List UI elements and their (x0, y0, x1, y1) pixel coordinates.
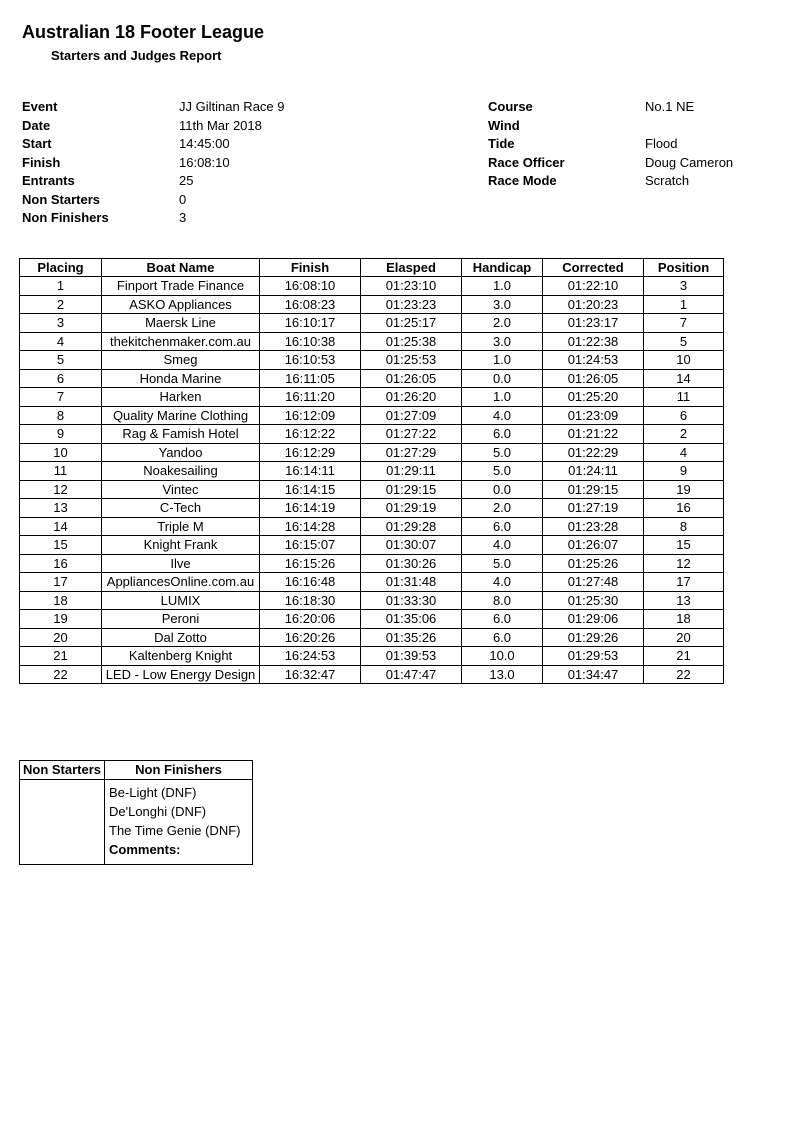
cell-boat-name: Honda Marine (102, 369, 260, 388)
non-starters-finishers-table (19, 760, 253, 865)
results-body (20, 277, 724, 684)
cell-corrected: 01:22:10 (543, 277, 644, 296)
cell-position: 13 (644, 591, 724, 610)
cell-placing: 13 (20, 499, 102, 518)
table-row (20, 332, 724, 351)
info-value-non-finishers: 3 (179, 210, 187, 225)
table-row (20, 443, 724, 462)
table-row (20, 351, 724, 370)
info-value-finish: 16:08:10 (179, 154, 230, 170)
report-title: Australian 18 Footer League (22, 22, 265, 42)
cell-position: 10 (644, 351, 724, 370)
cell-handicap: 0.0 (462, 369, 543, 388)
cell-elasped: 01:27:09 (361, 406, 462, 425)
cell-finish: 16:10:38 (260, 332, 361, 351)
info-value-tide: Flood (645, 136, 678, 151)
info-label-tide: Tide (488, 136, 515, 151)
cell-handicap: 1.0 (462, 351, 543, 370)
cell-finish: 16:08:23 (260, 295, 361, 314)
info-value-race-mode: Scratch (645, 173, 690, 188)
table-row (20, 536, 724, 555)
cell-boat-name: Vintec (102, 480, 260, 499)
cell-boat-name: Knight Frank (102, 536, 260, 555)
info-value-date: 11th Mar 2018 (179, 117, 262, 133)
info-label-date: Date (22, 117, 51, 133)
race-info-right (488, 98, 788, 191)
cell-corrected: 01:20:23 (543, 295, 644, 314)
cell-placing: 10 (20, 443, 102, 462)
info-row-course (488, 98, 788, 117)
cell-finish: 16:20:06 (260, 610, 361, 629)
column-header-handicap: Handicap (462, 259, 543, 277)
cell-placing: 15 (20, 536, 102, 555)
cell-placing: 14 (20, 517, 102, 536)
cell-boat-name: thekitchenmaker.com.au (102, 332, 260, 351)
cell-boat-name: Quality Marine Clothing (102, 406, 260, 425)
cell-handicap: 4.0 (462, 536, 543, 555)
cell-placing: 3 (20, 314, 102, 333)
cell-finish: 16:10:53 (260, 351, 361, 370)
cell-elasped: 01:39:53 (361, 647, 462, 666)
cell-position: 1 (644, 295, 724, 314)
table-row (20, 462, 724, 481)
cell-boat-name: LED - Low Energy Design (102, 665, 260, 684)
cell-corrected: 01:29:53 (543, 647, 644, 666)
cell-corrected: 01:23:28 (543, 517, 644, 536)
cell-placing: 12 (20, 480, 102, 499)
cell-position: 5 (644, 332, 724, 351)
column-header-finish: Finish (260, 259, 361, 277)
cell-boat-name: Noakesailing (102, 462, 260, 481)
cell-handicap: 1.0 (462, 388, 543, 407)
cell-position: 8 (644, 517, 724, 536)
info-value-entrants: 25 (179, 173, 194, 188)
cell-placing: 21 (20, 647, 102, 666)
cell-boat-name: Harken (102, 388, 260, 407)
cell-finish: 16:11:05 (260, 369, 361, 388)
cell-handicap: 8.0 (462, 591, 543, 610)
cell-boat-name: Rag & Famish Hotel (102, 425, 260, 444)
cell-placing: 5 (20, 351, 102, 370)
cell-placing: 22 (20, 665, 102, 684)
cell-handicap: 5.0 (462, 554, 543, 573)
cell-position: 22 (644, 665, 724, 684)
cell-position: 18 (644, 610, 724, 629)
info-value-race-officer: Doug Cameron (645, 154, 734, 170)
table-row (20, 295, 724, 314)
cell-position: 17 (644, 573, 724, 592)
info-label-non-starters: Non Starters (22, 191, 101, 207)
cell-finish: 16:14:11 (260, 462, 361, 481)
info-row-race-mode (488, 172, 788, 191)
info-label-race-mode: Race Mode (488, 173, 557, 188)
column-header-elasped: Elasped (361, 259, 462, 277)
cell-elasped: 01:30:26 (361, 554, 462, 573)
cell-placing: 18 (20, 591, 102, 610)
cell-handicap: 2.0 (462, 499, 543, 518)
info-label-start: Start (22, 136, 52, 151)
cell-elasped: 01:25:17 (361, 314, 462, 333)
cell-placing: 8 (20, 406, 102, 425)
table-row (20, 591, 724, 610)
table-row (20, 425, 724, 444)
cell-placing: 1 (20, 277, 102, 296)
cell-finish: 16:16:48 (260, 573, 361, 592)
cell-placing: 17 (20, 573, 102, 592)
comments-label: Comments: (109, 842, 181, 857)
cell-boat-name: Triple M (102, 517, 260, 536)
table-row (20, 647, 724, 666)
cell-finish: 16:32:47 (260, 665, 361, 684)
cell-elasped: 01:29:28 (361, 517, 462, 536)
cell-handicap: 2.0 (462, 314, 543, 333)
cell-boat-name: Dal Zotto (102, 628, 260, 647)
cell-elasped: 01:30:07 (361, 536, 462, 555)
list-item: The Time Genie (DNF) (109, 823, 241, 838)
results-table (19, 258, 724, 684)
cell-elasped: 01:27:22 (361, 425, 462, 444)
cell-elasped: 01:26:05 (361, 369, 462, 388)
cell-elasped: 01:26:20 (361, 388, 462, 407)
non-starters-header: Non Starters (20, 761, 105, 780)
cell-finish: 16:15:26 (260, 554, 361, 573)
cell-finish: 16:08:10 (260, 277, 361, 296)
table-row (20, 499, 724, 518)
cell-corrected: 01:25:26 (543, 554, 644, 573)
cell-boat-name: AppliancesOnline.com.au (102, 573, 260, 592)
cell-position: 3 (644, 277, 724, 296)
cell-corrected: 01:29:06 (543, 610, 644, 629)
cell-finish: 16:14:15 (260, 480, 361, 499)
cell-boat-name: Maersk Line (102, 314, 260, 333)
non-finishers-cell (105, 780, 253, 865)
cell-handicap: 3.0 (462, 332, 543, 351)
table-row (20, 610, 724, 629)
list-item: Be-Light (DNF) (109, 785, 197, 800)
info-row-wind (488, 117, 788, 136)
cell-finish: 16:15:07 (260, 536, 361, 555)
cell-finish: 16:11:20 (260, 388, 361, 407)
cell-position: 21 (644, 647, 724, 666)
cell-placing: 4 (20, 332, 102, 351)
cell-placing: 16 (20, 554, 102, 573)
info-value-start: 14:45:00 (179, 136, 230, 151)
cell-corrected: 01:25:30 (543, 591, 644, 610)
cell-corrected: 01:23:09 (543, 406, 644, 425)
info-label-entrants: Entrants (22, 173, 75, 188)
cell-position: 20 (644, 628, 724, 647)
cell-handicap: 6.0 (462, 517, 543, 536)
table-row (20, 369, 724, 388)
cell-position: 12 (644, 554, 724, 573)
cell-handicap: 5.0 (462, 443, 543, 462)
cell-position: 6 (644, 406, 724, 425)
cell-boat-name: C-Tech (102, 499, 260, 518)
table-row (20, 480, 724, 499)
info-row-race-officer (488, 154, 788, 173)
cell-position: 7 (644, 314, 724, 333)
cell-handicap: 4.0 (462, 406, 543, 425)
cell-placing: 2 (20, 295, 102, 314)
info-label-course: Course (488, 99, 533, 114)
info-row-tide (488, 135, 788, 154)
cell-corrected: 01:29:26 (543, 628, 644, 647)
column-header-corrected: Corrected (543, 259, 644, 277)
info-label-finish: Finish (22, 154, 61, 170)
summary-header-row (20, 761, 253, 780)
cell-elasped: 01:47:47 (361, 665, 462, 684)
cell-corrected: 01:27:19 (543, 499, 644, 518)
cell-handicap: 0.0 (462, 480, 543, 499)
cell-finish: 16:12:22 (260, 425, 361, 444)
cell-placing: 9 (20, 425, 102, 444)
report-subtitle: Starters and Judges Report (51, 48, 222, 63)
non-finishers-list (109, 783, 252, 840)
cell-corrected: 01:22:38 (543, 332, 644, 351)
cell-finish: 16:14:28 (260, 517, 361, 536)
column-header-boat-name: Boat Name (102, 259, 260, 277)
cell-elasped: 01:25:38 (361, 332, 462, 351)
cell-elasped: 01:35:26 (361, 628, 462, 647)
non-finishers-header: Non Finishers (105, 761, 253, 780)
cell-position: 19 (644, 480, 724, 499)
cell-handicap: 5.0 (462, 462, 543, 481)
table-row (20, 573, 724, 592)
race-info-left (22, 98, 422, 228)
cell-corrected: 01:27:48 (543, 573, 644, 592)
summary-row (20, 780, 253, 865)
cell-finish: 16:10:17 (260, 314, 361, 333)
cell-corrected: 01:26:07 (543, 536, 644, 555)
cell-finish: 16:12:29 (260, 443, 361, 462)
table-row (20, 628, 724, 647)
table-row (20, 277, 724, 296)
cell-handicap: 6.0 (462, 425, 543, 444)
cell-corrected: 01:21:22 (543, 425, 644, 444)
cell-placing: 6 (20, 369, 102, 388)
cell-handicap: 6.0 (462, 610, 543, 629)
cell-placing: 7 (20, 388, 102, 407)
cell-elasped: 01:29:19 (361, 499, 462, 518)
info-row-event (22, 98, 422, 117)
cell-finish: 16:20:26 (260, 628, 361, 647)
cell-elasped: 01:31:48 (361, 573, 462, 592)
cell-elasped: 01:23:10 (361, 277, 462, 296)
cell-handicap: 1.0 (462, 277, 543, 296)
cell-handicap: 6.0 (462, 628, 543, 647)
info-label-race-officer: Race Officer (488, 154, 565, 170)
cell-boat-name: Peroni (102, 610, 260, 629)
cell-elasped: 01:35:06 (361, 610, 462, 629)
info-row-date (22, 117, 422, 136)
results-header-row (20, 259, 724, 277)
info-row-start (22, 135, 422, 154)
cell-finish: 16:18:30 (260, 591, 361, 610)
table-row (20, 388, 724, 407)
info-row-non-starters (22, 191, 422, 210)
cell-boat-name: Ilve (102, 554, 260, 573)
info-value-non-starters: 0 (179, 191, 187, 207)
table-row (20, 314, 724, 333)
cell-boat-name: Finport Trade Finance (102, 277, 260, 296)
cell-placing: 19 (20, 610, 102, 629)
table-row (20, 665, 724, 684)
table-row (20, 517, 724, 536)
cell-corrected: 01:26:05 (543, 369, 644, 388)
cell-corrected: 01:24:11 (543, 462, 644, 481)
cell-boat-name: Kaltenberg Knight (102, 647, 260, 666)
cell-position: 11 (644, 388, 724, 407)
info-row-entrants (22, 172, 422, 191)
table-row (20, 554, 724, 573)
cell-placing: 11 (20, 462, 102, 481)
cell-position: 4 (644, 443, 724, 462)
cell-elasped: 01:29:15 (361, 480, 462, 499)
cell-elasped: 01:29:11 (361, 462, 462, 481)
cell-handicap: 3.0 (462, 295, 543, 314)
non-starters-cell (20, 780, 105, 865)
cell-elasped: 01:23:23 (361, 295, 462, 314)
column-header-position: Position (644, 259, 724, 277)
cell-placing: 20 (20, 628, 102, 647)
cell-position: 9 (644, 462, 724, 481)
cell-finish: 16:12:09 (260, 406, 361, 425)
cell-boat-name: Yandoo (102, 443, 260, 462)
cell-position: 15 (644, 536, 724, 555)
info-label-non-finishers: Non Finishers (22, 210, 109, 225)
cell-position: 14 (644, 369, 724, 388)
list-item: De'Longhi (DNF) (109, 804, 207, 819)
cell-handicap: 4.0 (462, 573, 543, 592)
cell-corrected: 01:24:53 (543, 351, 644, 370)
cell-corrected: 01:34:47 (543, 665, 644, 684)
cell-elasped: 01:27:29 (361, 443, 462, 462)
cell-handicap: 10.0 (462, 647, 543, 666)
cell-handicap: 13.0 (462, 665, 543, 684)
cell-corrected: 01:22:29 (543, 443, 644, 462)
cell-boat-name: Smeg (102, 351, 260, 370)
cell-corrected: 01:29:15 (543, 480, 644, 499)
info-value-course: No.1 NE (645, 99, 695, 114)
table-row (20, 406, 724, 425)
cell-elasped: 01:25:53 (361, 351, 462, 370)
info-row-non-finishers (22, 209, 422, 228)
cell-position: 2 (644, 425, 724, 444)
info-row-finish (22, 154, 422, 173)
cell-elasped: 01:33:30 (361, 591, 462, 610)
cell-boat-name: LUMIX (102, 591, 260, 610)
cell-corrected: 01:25:20 (543, 388, 644, 407)
cell-corrected: 01:23:17 (543, 314, 644, 333)
info-value-event: JJ Giltinan Race 9 (179, 99, 285, 114)
cell-finish: 16:14:19 (260, 499, 361, 518)
cell-position: 16 (644, 499, 724, 518)
cell-boat-name: ASKO Appliances (102, 295, 260, 314)
column-header-placing: Placing (20, 259, 102, 277)
info-label-wind: Wind (488, 117, 520, 133)
cell-finish: 16:24:53 (260, 647, 361, 666)
info-label-event: Event (22, 99, 58, 114)
